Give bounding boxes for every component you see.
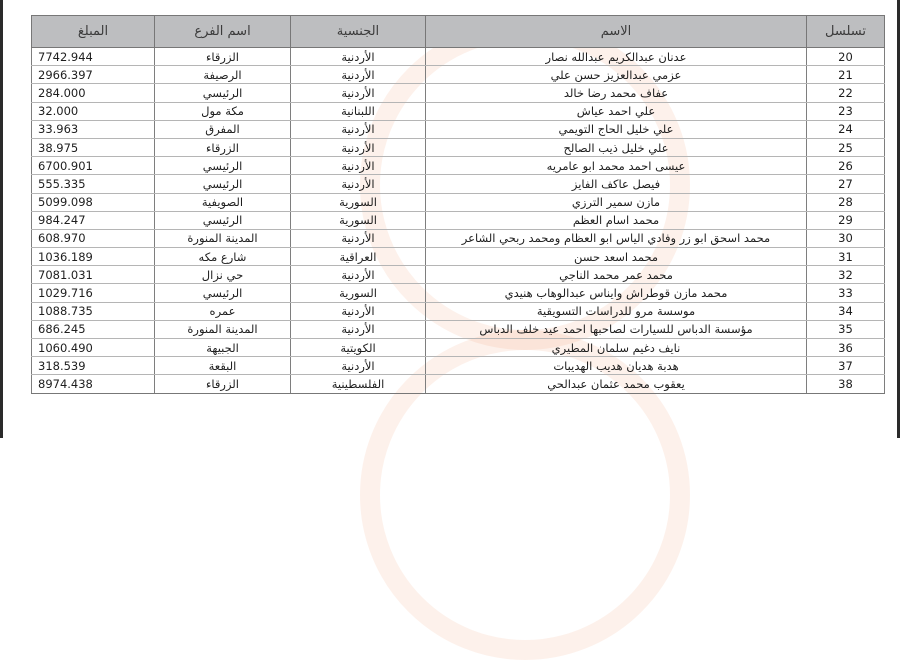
cell-name: فيصل عاكف الفايز <box>426 175 807 193</box>
cell-amount: 7742.944 <box>32 48 155 66</box>
cell-name: عيسى احمد محمد ابو عامريه <box>426 157 807 175</box>
cell-seq: 22 <box>807 84 885 102</box>
table-row <box>32 157 885 175</box>
cell-nationality: العراقية <box>291 248 426 266</box>
header-branch: اسم الفرع <box>155 16 291 48</box>
cell-seq: 34 <box>807 302 885 320</box>
cell-nationality: الأردنية <box>291 229 426 247</box>
cell-name: نايف دغيم سلمان المطيري <box>426 339 807 357</box>
cell-branch: الزرقاء <box>155 138 291 156</box>
cell-branch: الرصيفة <box>155 66 291 84</box>
cell-name: محمد اسام العظم <box>426 211 807 229</box>
cell-name: عدنان عبدالكريم عبدالله نصار <box>426 48 807 66</box>
cell-amount: 38.975 <box>32 138 155 156</box>
cell-branch: الرئيسي <box>155 284 291 302</box>
cell-name: محمد اسعد حسن <box>426 248 807 266</box>
header-amount: المبلغ <box>32 16 155 48</box>
cell-amount: 8974.438 <box>32 375 155 393</box>
cell-seq: 37 <box>807 357 885 375</box>
cell-nationality: الأردنية <box>291 84 426 102</box>
cell-name: مازن سمير الترزي <box>426 193 807 211</box>
cell-amount: 984.247 <box>32 211 155 229</box>
cell-nationality: الأردنية <box>291 138 426 156</box>
cell-branch: المفرق <box>155 120 291 138</box>
cell-nationality: الأردنية <box>291 120 426 138</box>
cell-amount: 318.539 <box>32 357 155 375</box>
cell-name: عزمي عبدالعزيز حسن علي <box>426 66 807 84</box>
cell-branch: الرئيسي <box>155 84 291 102</box>
header-nationality: الجنسية <box>291 16 426 48</box>
cell-branch: البقعة <box>155 357 291 375</box>
cell-seq: 38 <box>807 375 885 393</box>
cell-branch: شارع مكه <box>155 248 291 266</box>
cell-amount: 1060.490 <box>32 339 155 357</box>
table-row <box>32 302 885 320</box>
cell-amount: 1029.716 <box>32 284 155 302</box>
cell-amount: 608.970 <box>32 229 155 247</box>
cell-amount: 5099.098 <box>32 193 155 211</box>
cell-name: هدبة هديان هديب الهديبات <box>426 357 807 375</box>
cell-branch: المدينة المنورة <box>155 320 291 338</box>
cell-nationality: اللبنانية <box>291 102 426 120</box>
cell-branch: الرئيسي <box>155 175 291 193</box>
cell-name: مؤسسة الدباس للسيارات لصاحبها احمد عيد خلف الدباس <box>426 320 807 338</box>
cell-nationality: السورية <box>291 211 426 229</box>
cell-amount: 555.335 <box>32 175 155 193</box>
cell-seq: 20 <box>807 48 885 66</box>
cell-seq: 30 <box>807 229 885 247</box>
table-row <box>32 229 885 247</box>
cell-amount: 7081.031 <box>32 266 155 284</box>
table-row <box>32 357 885 375</box>
table-row <box>32 339 885 357</box>
table-row <box>32 284 885 302</box>
table-row <box>32 193 885 211</box>
cell-nationality: الأردنية <box>291 66 426 84</box>
cell-branch: عمره <box>155 302 291 320</box>
cell-branch: الرئيسي <box>155 211 291 229</box>
page-left-border <box>0 0 3 438</box>
records-table <box>31 15 885 394</box>
cell-amount: 6700.901 <box>32 157 155 175</box>
header-name: الاسم <box>426 16 807 48</box>
cell-name: علي خليل ذيب الصالح <box>426 138 807 156</box>
table-row <box>32 211 885 229</box>
cell-name: محمد عمر محمد الناجي <box>426 266 807 284</box>
cell-seq: 23 <box>807 102 885 120</box>
table-row <box>32 120 885 138</box>
cell-nationality: الكويتية <box>291 339 426 357</box>
table-row <box>32 175 885 193</box>
table-row <box>32 48 885 66</box>
cell-amount: 1036.189 <box>32 248 155 266</box>
cell-branch: الصويفية <box>155 193 291 211</box>
cell-nationality: السورية <box>291 284 426 302</box>
cell-seq: 29 <box>807 211 885 229</box>
table-row <box>32 248 885 266</box>
table-row <box>32 138 885 156</box>
cell-nationality: الأردنية <box>291 266 426 284</box>
cell-name: محمد اسحق ابو زر وفادي الياس ابو العظام ومحمد ربحي الشاعر <box>426 229 807 247</box>
cell-nationality: الأردنية <box>291 320 426 338</box>
table-row <box>32 266 885 284</box>
cell-amount: 686.245 <box>32 320 155 338</box>
cell-seq: 33 <box>807 284 885 302</box>
cell-branch: حي نزال <box>155 266 291 284</box>
cell-seq: 26 <box>807 157 885 175</box>
table-row <box>32 102 885 120</box>
cell-branch: الرئيسي <box>155 157 291 175</box>
cell-branch: الزرقاء <box>155 375 291 393</box>
cell-branch: مكة مول <box>155 102 291 120</box>
cell-name: يعقوب محمد عثمان عبدالحي <box>426 375 807 393</box>
cell-amount: 32.000 <box>32 102 155 120</box>
cell-nationality: الأردنية <box>291 157 426 175</box>
table-row <box>32 375 885 393</box>
cell-amount: 2966.397 <box>32 66 155 84</box>
cell-seq: 25 <box>807 138 885 156</box>
cell-seq: 32 <box>807 266 885 284</box>
cell-amount: 1088.735 <box>32 302 155 320</box>
table-row <box>32 320 885 338</box>
header-seq: تسلسل <box>807 16 885 48</box>
cell-name: محمد مازن قوطراش وايناس عبدالوهاب هنيدي <box>426 284 807 302</box>
cell-nationality: الفلسطينية <box>291 375 426 393</box>
cell-seq: 24 <box>807 120 885 138</box>
cell-seq: 35 <box>807 320 885 338</box>
cell-seq: 27 <box>807 175 885 193</box>
cell-name: موسسة مرو للدراسات التسويقية <box>426 302 807 320</box>
cell-seq: 21 <box>807 66 885 84</box>
cell-branch: الجبيهة <box>155 339 291 357</box>
cell-branch: الزرقاء <box>155 48 291 66</box>
cell-nationality: السورية <box>291 193 426 211</box>
table-header-row <box>32 16 885 48</box>
cell-amount: 284.000 <box>32 84 155 102</box>
cell-name: عفاف محمد رضا خالد <box>426 84 807 102</box>
cell-seq: 31 <box>807 248 885 266</box>
cell-nationality: الأردنية <box>291 357 426 375</box>
table-row <box>32 84 885 102</box>
cell-name: علي خليل الحاج التويمي <box>426 120 807 138</box>
cell-amount: 33.963 <box>32 120 155 138</box>
cell-nationality: الأردنية <box>291 302 426 320</box>
table-row <box>32 66 885 84</box>
cell-seq: 36 <box>807 339 885 357</box>
cell-name: علي احمد عياش <box>426 102 807 120</box>
cell-branch: المدينة المنورة <box>155 229 291 247</box>
cell-nationality: الأردنية <box>291 175 426 193</box>
table-body <box>32 48 885 394</box>
cell-seq: 28 <box>807 193 885 211</box>
cell-nationality: الأردنية <box>291 48 426 66</box>
